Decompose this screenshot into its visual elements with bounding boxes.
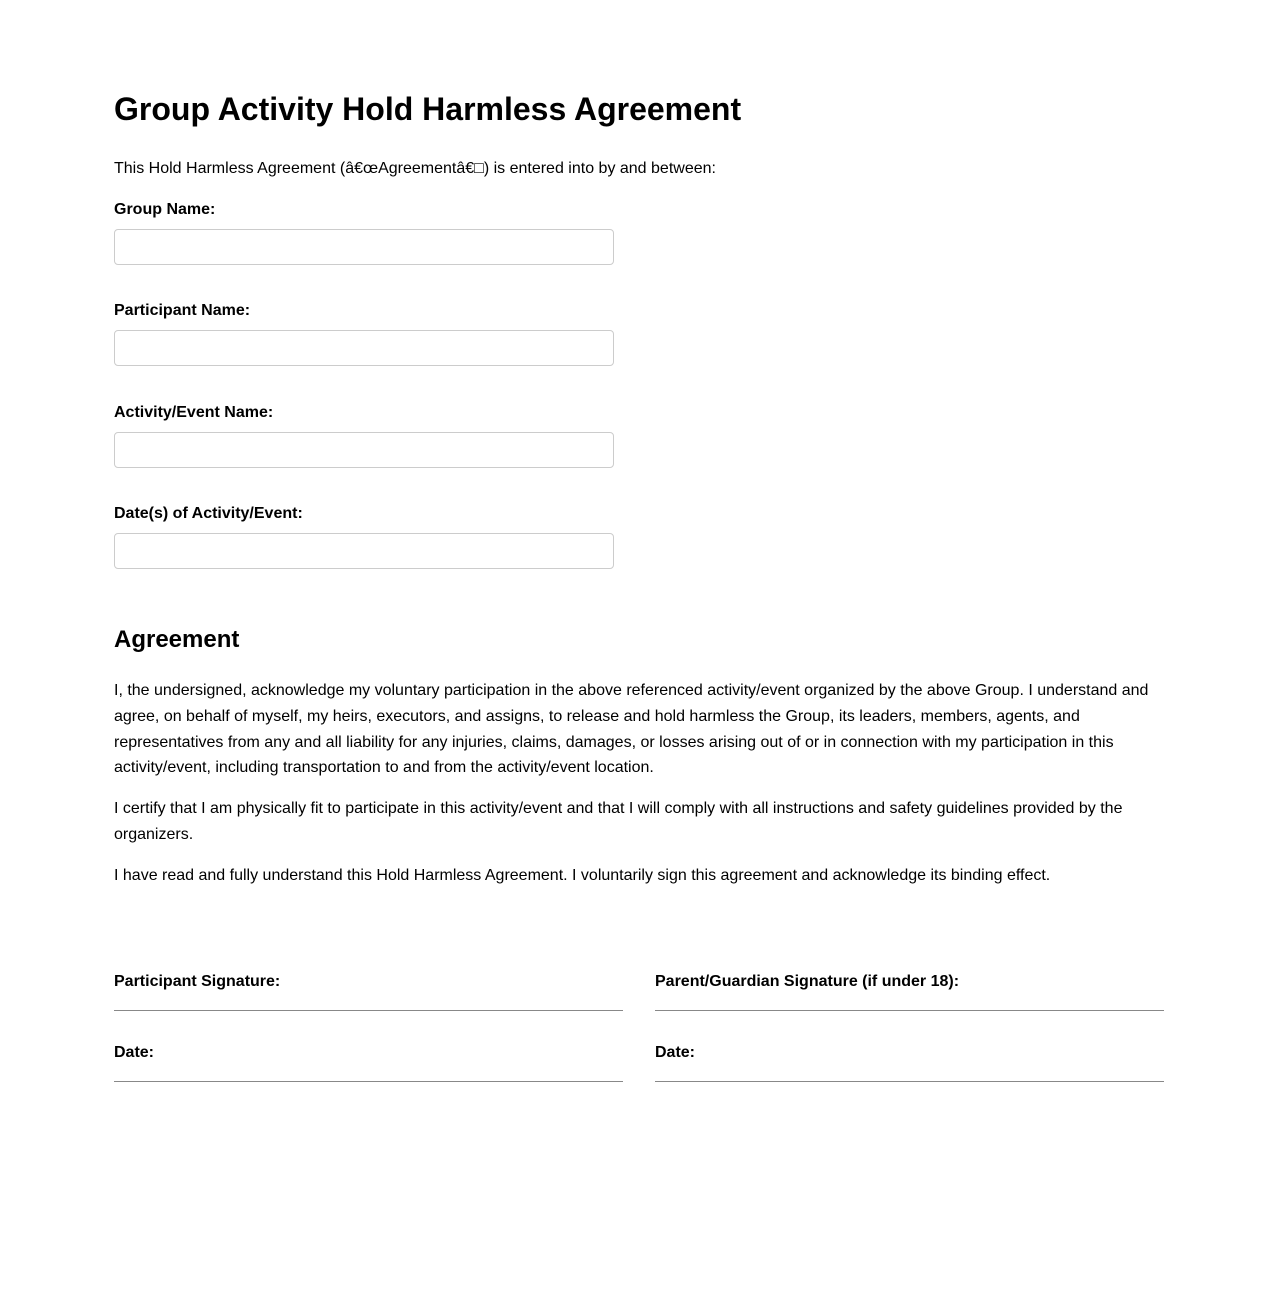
participant-date-label: Date: [114, 1044, 155, 1061]
participant-name-input[interactable] [114, 330, 614, 366]
agreement-paragraph-release: I, the undersigned, acknowledge my voluntary participation in the above referenced activity/event organized by the above Group. I understand and agree, on behalf of myself, my heirs, executors, and assigns, to release and hold harmless the Group, its leaders, members, agents, and representatives from any and all liability for any injuries, claims, damages, or losses arising out of or in connection with my participation in this activity/event, including transportation to and from the activity/event location. [114, 682, 1149, 777]
guardian-signature-label: Parent/Guardian Signature (if under 18): [655, 973, 960, 990]
participant-name-field [114, 301, 614, 366]
participant-date-line[interactable] [114, 1081, 623, 1082]
guardian-signature-line[interactable] [655, 1010, 1164, 1011]
participant-signature-block [114, 972, 623, 1011]
group-name-field [114, 200, 614, 265]
activity-event-name-label: Activity/Event Name: [114, 404, 274, 421]
activity-event-name-input[interactable] [114, 432, 614, 468]
guardian-signature-block [655, 972, 1164, 1011]
agreement-heading: Agreement [114, 626, 240, 653]
page-title: Group Activity Hold Harmless Agreement [114, 91, 742, 127]
activity-dates-label: Date(s) of Activity/Event: [114, 505, 303, 522]
group-name-input[interactable] [114, 229, 614, 265]
guardian-date-block [655, 1043, 1164, 1082]
group-name-label: Group Name: [114, 201, 216, 218]
activity-event-name-field [114, 403, 614, 468]
activity-dates-field [114, 504, 614, 569]
guardian-date-label: Date: [655, 1044, 696, 1061]
participant-name-label: Participant Name: [114, 302, 251, 319]
guardian-date-line[interactable] [655, 1081, 1164, 1082]
agreement-paragraph-acknowledgement: I have read and fully understand this Hold Harmless Agreement. I voluntarily sign this agreement and acknowledge its binding effect. [114, 867, 1051, 884]
intro-text: This Hold Harmless Agreement (â€œAgreementâ€□) is entered into by and between: [114, 160, 716, 177]
participant-signature-line[interactable] [114, 1010, 623, 1011]
agreement-paragraph-fitness: I certify that I am physically fit to participate in this activity/event and that I will comply with all instructions and safety guidelines provided by the organizers. [114, 800, 1123, 843]
participant-signature-label: Participant Signature: [114, 973, 281, 990]
participant-date-block [114, 1043, 623, 1082]
activity-dates-input[interactable] [114, 533, 614, 569]
